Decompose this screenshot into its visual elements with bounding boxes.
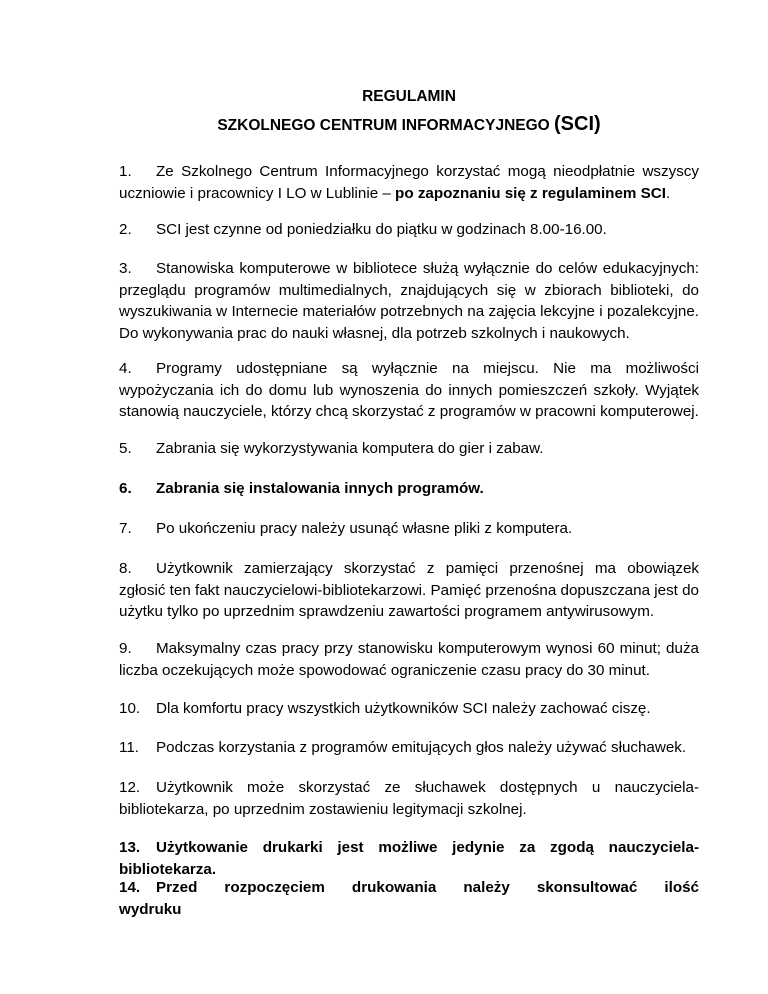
- rule-text: Zabrania się instalowania innych programów.: [156, 480, 484, 497]
- rule-number: 6.: [119, 480, 132, 497]
- rule-number: 3.: [119, 260, 132, 277]
- rule-number: 2.: [119, 221, 132, 238]
- rule-text: Dla komfortu pracy wszystkich użytkowników SCI należy zachować ciszę.: [156, 700, 651, 717]
- rule-number: 14.: [119, 879, 141, 896]
- title-line-1: REGULAMIN: [362, 88, 456, 105]
- rule-item-3: [119, 258, 699, 344]
- rule-number: 8.: [119, 560, 132, 577]
- rule-item-4: [119, 358, 699, 423]
- rule-item-9: [119, 638, 699, 681]
- rule-number: 9.: [119, 640, 132, 657]
- rule-text: Maksymalny czas pracy przy stanowisku komputerowym wynosi 60 minut; duża liczba oczekujących może spowodować ograniczenie czasu pracy do 30 minut.: [119, 640, 699, 679]
- rule-text: Zabrania się wykorzystywania komputera do gier i zabaw.: [156, 440, 544, 457]
- rule-text: SCI jest czynne od poniedziałku do piątku w godzinach 8.00-16.00.: [156, 221, 607, 238]
- rule-item-8: [119, 558, 699, 623]
- rule-item-7: [119, 518, 699, 540]
- rule-number: 13.: [119, 839, 141, 856]
- rule-text: Użytkownik może skorzystać ze słuchawek dostępnych u nauczyciela-bibliotekarza, po uprzednim zostawieniu legitymacji szkolnej.: [119, 779, 699, 818]
- rule-text: Użytkowanie drukarki jest możliwe jedynie za zgodą nauczyciela-bibliotekarza.: [119, 839, 699, 878]
- rule-text-bold: po zapoznaniu się z regulaminem SCI: [395, 184, 666, 202]
- rule-number: 1.: [119, 163, 132, 180]
- rule-text: Po ukończeniu pracy należy usunąć własne pliki z komputera.: [156, 520, 573, 537]
- rule-item-5: [119, 438, 699, 460]
- document-title: [119, 87, 699, 107]
- rule-text-tail: .: [665, 184, 671, 202]
- rule-item-12: [119, 777, 699, 820]
- rule-text: Użytkownik zamierzający skorzystać z pamięci przenośnej ma obowiązek zgłosić ten fakt nauczycielowi-bibliotekarzowi. Pamięć przenośna dopuszczana jest do użytku tylko po uprzednim sprawdzeniu zawartości programem antywirusowym.: [119, 560, 699, 620]
- rule-number: 11.: [119, 739, 139, 756]
- rule-number: 12.: [119, 779, 141, 796]
- rule-item-10: [119, 698, 699, 720]
- rule-number: 10.: [119, 700, 141, 717]
- document-subtitle: [119, 114, 699, 136]
- rule-text: Stanowiska komputerowe w bibliotece służą wyłącznie do celów edukacyjnych: przeglądu programów multimedialnych, znajdujących się w zbiorach biblioteki, do wyszukiwania w Internecie materiałów potrzebnych na zajęcia lekcyjne i pozalekcyjne. Do wykonywania prac do nauki własnej, dla potrzeb szkolnych i naukowych.: [119, 260, 699, 342]
- rule-item-14: [119, 877, 699, 920]
- rule-text: Ze Szkolnego Centrum Informacyjnego korzystać mogą nieodpłatnie wszyscy uczniowie i pracownicy I LO w Lublinie –: [119, 163, 699, 202]
- title-line-2: SZKOLNEGO CENTRUM INFORMACYJNEGO: [217, 117, 555, 134]
- rule-item-13: [119, 837, 699, 880]
- rule-number: 4.: [119, 360, 132, 377]
- rule-item-11: [119, 737, 699, 759]
- rule-number: 5.: [119, 440, 132, 457]
- rule-text: Programy udostępniane są wyłącznie na miejscu. Nie ma możliwości wypożyczania ich do domu lub wynoszenia do innych pomieszczeń szkoły. Wyjątek stanowią nauczyciele, którzy chcą skorzystać z programów w pracowni komputerowej.: [119, 360, 699, 420]
- rule-number: 7.: [119, 520, 132, 537]
- rule-text: Podczas korzystania z programów emitujących głos należy używać słuchawek.: [156, 739, 687, 756]
- rule-item-2: [119, 219, 699, 241]
- rule-item-1: [119, 161, 699, 204]
- title-abbreviation: (SCI): [554, 113, 601, 135]
- rule-item-6: [119, 478, 699, 500]
- rule-text: Przed rozpoczęciem drukowania należy skonsultować ilość wydruku: [119, 879, 699, 918]
